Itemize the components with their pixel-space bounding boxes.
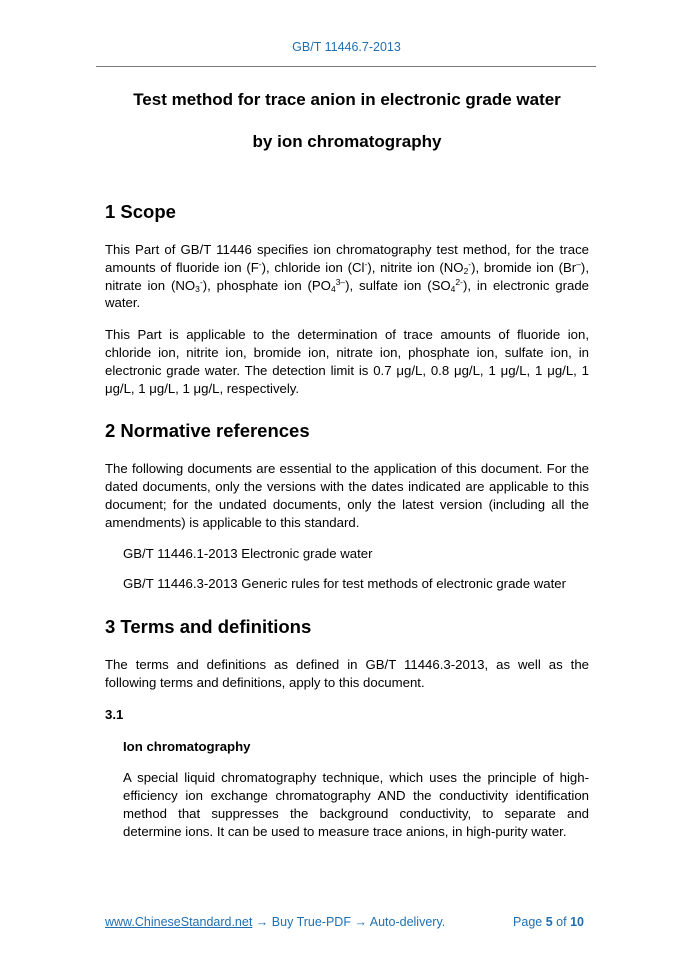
- term-definition: A special liquid chromatography technique, which uses the principle of high-efficiency ion exchange chromatography AND the conductivity identification method that suppresses the background conductivity, to separate and determine ions. It can be used to measure trace anions, in high-purity water.: [123, 770, 589, 839]
- sulfate-subscript: 4: [450, 283, 456, 294]
- page-indicator: [513, 915, 584, 929]
- scope-paragraph-1: [105, 241, 589, 312]
- scope-text-c: ), nitrite ion (NO: [367, 259, 464, 275]
- page-footer: [105, 915, 584, 929]
- header-doc-code: GB/T 11446.7-2013: [292, 40, 401, 54]
- footer-delivery-text: Auto-delivery.: [369, 915, 446, 929]
- page-content: [105, 84, 589, 841]
- arrow-right-icon: →: [255, 915, 269, 929]
- scope-text-f: ), phosphate ion (PO: [202, 277, 331, 293]
- header-divider: [96, 66, 596, 67]
- current-page-number: 5: [545, 915, 553, 929]
- normative-reference-1: GB/T 11446.1-2013 Electronic grade water: [123, 545, 373, 561]
- document-title-line-1: Test method for trace anion in electronic grade water: [133, 90, 561, 109]
- section-2-heading: 2 Normative references: [105, 420, 310, 442]
- footer-website-link[interactable]: www.ChineseStandard.net: [105, 915, 253, 929]
- total-page-count: 10: [570, 915, 584, 929]
- nitrate-charge: -: [199, 276, 203, 287]
- phosphate-charge: 3–: [335, 276, 346, 287]
- scope-text-e: ), nitrate ion (NO: [105, 259, 589, 293]
- sulfate-charge: 2-: [455, 276, 463, 287]
- of-label: of: [556, 915, 567, 929]
- page-label: Page: [513, 915, 543, 929]
- normative-paragraph-1: The following documents are essential to the application of this document. For the dated documents, only the versions with the dates indicated are applicable to this document; for the undated documents, only the latest version (including all the amendments) is applicable to this standard.: [105, 461, 589, 530]
- term-number: 3.1: [105, 706, 124, 722]
- phosphate-subscript: 4: [330, 283, 336, 294]
- scope-text-h: ), in electronic grade water.: [105, 277, 589, 311]
- scope-text-g: ), sulfate ion (SO: [345, 277, 451, 293]
- scope-text-a: This Part of GB/T 11446 specifies ion chromatography test method, for the trace amounts of fluoride ion (F: [105, 242, 589, 275]
- scope-paragraph-2: This Part is applicable to the determination of trace amounts of fluoride ion, chloride ion, nitrite ion, bromide ion, nitrate ion, phosphate ion, sulfate ion, in electronic grade water. The detection limit is 0.7 μg/L, 0.8 μg/L, 1 μg/L, 1 μg/L, 1 μg/L, 1 μg/L, 1 μg/L, respectively.: [105, 327, 589, 396]
- scope-text-d: ), bromide ion (Br: [471, 259, 577, 275]
- normative-reference-2: GB/T 11446.3-2013 Generic rules for test methods of electronic grade water: [123, 576, 566, 592]
- footer-buy-text: Buy True-PDF: [271, 915, 351, 929]
- arrow-right-icon: →: [354, 915, 367, 929]
- nitrite-subscript: 2: [463, 265, 469, 276]
- chloride-charge: -: [364, 258, 368, 269]
- nitrate-subscript: 3: [195, 283, 200, 294]
- fluoride-charge: -: [258, 258, 262, 269]
- nitrite-charge: -: [468, 258, 472, 269]
- bromide-charge: –: [576, 258, 581, 269]
- document-title-line-2: by ion chromatography: [252, 132, 442, 151]
- scope-text-b: ), chloride ion (Cl: [261, 259, 365, 275]
- section-3-heading: 3 Terms and definitions: [105, 616, 312, 638]
- term-name: Ion chromatography: [123, 738, 251, 754]
- terms-paragraph-1: The terms and definitions as defined in GB/T 11446.3-2013, as well as the following terms and definitions, apply to this document.: [105, 657, 589, 690]
- section-1-heading: 1 Scope: [105, 201, 176, 222]
